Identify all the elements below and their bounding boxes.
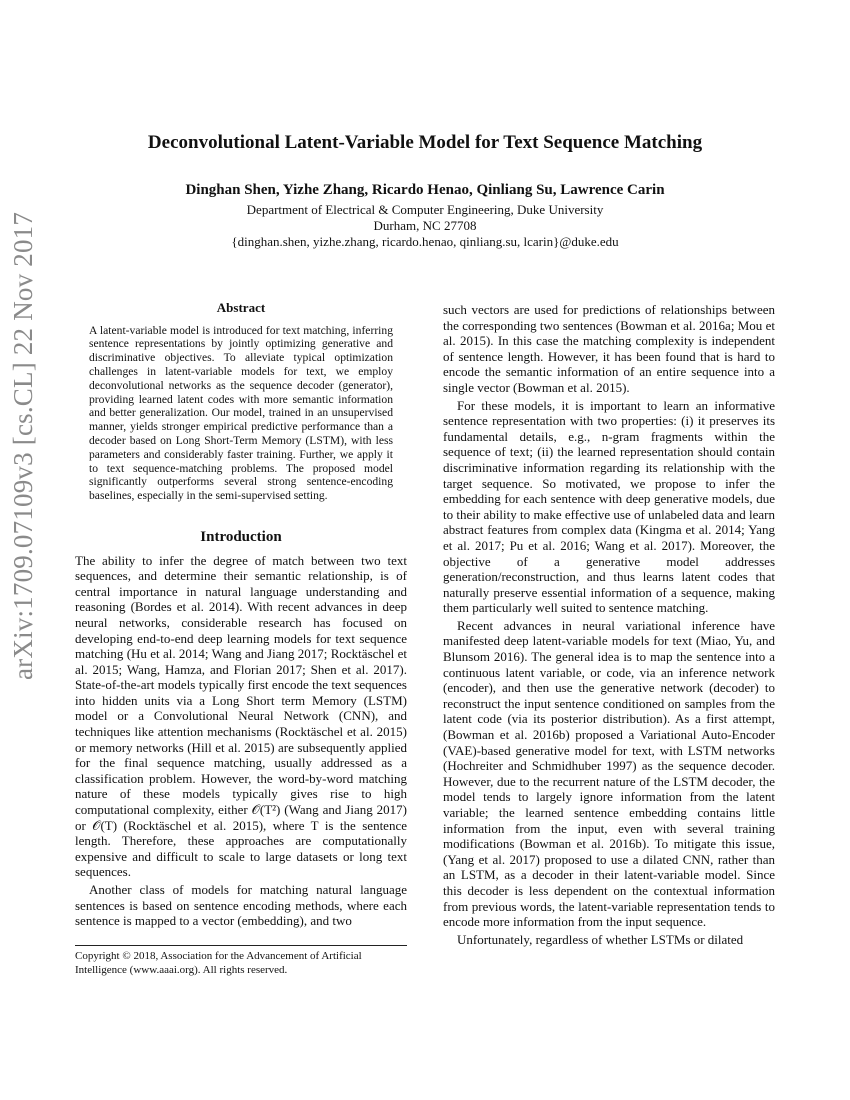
copyright-notice: Copyright © 2018, Association for the Advancement of Artificial Intelligence (www.aaai.org). All rights reserved. — [75, 945, 407, 977]
affiliation-department: Department of Electrical & Computer Engineering, Duke University — [246, 202, 604, 217]
intro-paragraph-1: The ability to infer the degree of match between two text sequences, and determine their semantic relationship, is of central importance in natural language understanding and reasoning (Bordes et al. 2014). With recent advances in deep neural networks, considerable research has focused on developing end-to-end deep learning models for text sequence matching (Hu et al. 2014; Wang and Jiang 2017; Rocktäschel et al. 2015; Wang, Hamza, and Florian 2017; Shen et al. 2017). State-of-the-art models typically first encode the text sequences into hidden units via a Long Short term Memory (LSTM) model or a Convolutional Neural Network (CNN), and techniques like attention mechanisms (Rocktäschel et al. 2015) or memory networks (Hill et al. 2015) are subsequently applied for the final sequence matching, usually addressed as a classification problem. However, the word-by-word matching nature of these models typically gives rise to high computational complexity, either 𝒪(T²) (Wang and Jiang 2017) or 𝒪(T) (Rocktäschel et al. 2015), where T is the sentence length. Therefore, these approaches are computationally expensive and difficult to scale to large datasets or long text sequences. — [75, 552, 407, 880]
author-list: Dinghan Shen, Yizhe Zhang, Ricardo Henao, Qinliang Su, Lawrence Carin — [185, 182, 665, 198]
intro-paragraph-2: Another class of models for matching natural language sentences is based on sentence encoding methods, where each sentence is mapped to a vector (embedding), and two — [75, 882, 407, 929]
affiliation-location: Durham, NC 27708 — [373, 218, 477, 233]
right-paragraph-3: Recent advances in neural variational inference have manifested deep latent-variable models for text (Miao, Yu, and Blunsom 2016). The general idea is to map the sentence into a continuous latent variable, or code, via an inference network (encoder), and then use the generative network (decoder) to reconstruct the input sentence conditioned on samples from the latent code (via its posterior distribution). As a first attempt, (Bowman et al. 2016b) proposed a Variational Auto-Encoder (VAE)-based generative model for text, with LSTM networks (Hochreiter and Schmidhuber 1997) as the sequence decoder. However, due to the recurrent nature of the LSTM decoder, the model tends to largely ignore information from the latent variable; the learned sentence embedding contains little information from the input, even with several training modifications (Bowman et al. 2016b). To mitigate this issue, (Yang et al. 2017) proposed to use a dilated CNN, rather than an LSTM, as a decoder in their latent-variable model. Since this decoder is less dependent on the contextual information from previous words, the latent-variable representation tends to encode more information from the input sequence. — [443, 617, 775, 930]
abstract-heading: Abstract — [216, 300, 266, 315]
right-paragraph-2: For these models, it is important to learn an informative sentence representation with two properties: (i) it preserves its fundamental details, e.g., n-gram fragments within the sequence of text; (ii) the learned representation should contain discriminative information regarding its relationship with the target sequence. So motivated, we propose to infer the embedding for each sentence with deep generative models, due to their ability to make effective use of unlabeled data and learn abstract features from complex data (Kingma et al. 2014; Yang et al. 2017; Pu et al. 2016; Wang et al. 2017). Moreover, the objective of a generative model addresses generation/reconstruction, and thus learns latent codes that naturally preserve essential information of a sequence, making them particularly well suited to sentence matching. — [443, 397, 775, 616]
right-paragraph-4: Unfortunately, regardless of whether LSTMs or dilated — [457, 931, 744, 947]
left-column — [75, 300, 407, 929]
right-column — [443, 302, 775, 947]
arxiv-identifier: arXiv:1709.07109v3 [cs.CL] 22 Nov 2017 — [8, 211, 38, 680]
abstract-text: A latent-variable model is introduced for text matching, inferring sentence representations by jointly optimizing generative and discriminative objectives. To alleviate typical optimization challenges in latent-variable models for text, we employ deconvolutional networks as the sequence decoder (generator), providing learned latent codes with more semantic information and better generalization. Our model, trained in an unsupervised manner, yields stronger empirical predictive performance than a decoder based on Long Short-Term Memory (LSTM), with less parameters and considerably faster training. Further, we apply it to text sequence-matching problems. The proposed model significantly outperforms several strong sentence-encoding baselines, especially in the semi-supervised setting. — [89, 323, 393, 503]
right-paragraph-1: such vectors are used for predictions of relationships between the corresponding two sentences (Bowman et al. 2016a; Mou et al. 2015). In this case the matching complexity is independent of sentence length. However, it has been found that is hard to encode the semantic information of an entire sequence into a single vector (Bowman et al. 2015). — [443, 302, 775, 395]
introduction-heading: Introduction — [200, 528, 282, 545]
author-emails: {dinghan.shen, yizhe.zhang, ricardo.henao, qinliang.su, lcarin}@duke.edu — [231, 234, 619, 249]
affiliation-block — [75, 202, 775, 250]
paper-title: Deconvolutional Latent-Variable Model for Text Sequence Matching — [147, 132, 703, 153]
